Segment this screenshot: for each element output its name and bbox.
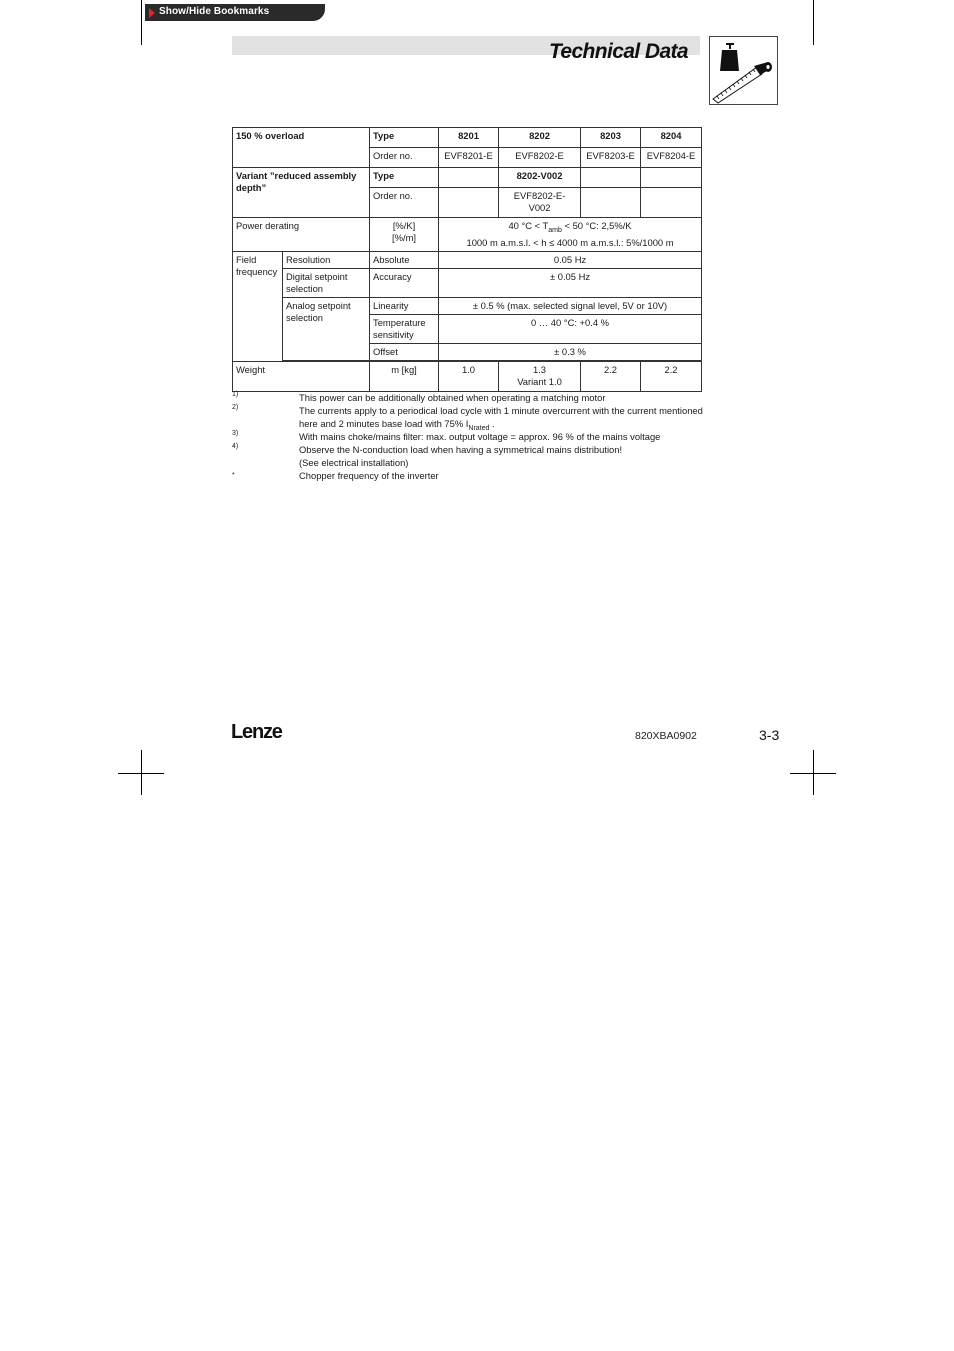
order-8204: EVF8204-E [641, 148, 702, 168]
overload-label: 150 % overload [233, 128, 370, 168]
linearity-label: Linearity [370, 297, 439, 314]
footnote-mark: * [232, 472, 235, 479]
crop-mark [813, 0, 814, 45]
field-frequency-label: Field frequency [233, 251, 283, 361]
variant-order-value: EVF8202-E- V002 [499, 188, 581, 218]
crop-mark [118, 773, 164, 774]
footnote-mark: 2) [232, 404, 239, 411]
offset-label: Offset [370, 343, 439, 360]
crop-mark [790, 773, 836, 774]
weight-8204: 2.2 [641, 361, 702, 391]
weight-label: Weight [233, 361, 370, 391]
weight-8201: 1.0 [439, 361, 499, 391]
weight-8202: 1.3 Variant 1.0 [499, 361, 581, 391]
variant-order-label: Order no. [370, 188, 439, 218]
measurement-icon [709, 36, 778, 105]
order-label: Order no. [370, 148, 439, 168]
variant-type-label: Type [370, 168, 439, 188]
footnote-mark: 3) [232, 430, 239, 437]
bookmarks-label: Show/Hide Bookmarks [159, 6, 270, 17]
weight-8203: 2.2 [581, 361, 641, 391]
footnote-mark: 4) [232, 443, 239, 450]
temperature-label: Temperature sensitivity [370, 314, 439, 343]
unit-percent-per-k: [%/K] [392, 220, 416, 231]
type-8201: 8201 [439, 128, 499, 148]
variant-order-empty [641, 188, 702, 218]
variant-type-empty [581, 168, 641, 188]
type-8203: 8203 [581, 128, 641, 148]
offset-value: ± 0.3 % [439, 343, 702, 360]
unit-percent-per-m: [%/m] [392, 232, 416, 243]
temperature-value: 0 … 40 °C: +0.4 % [439, 314, 702, 343]
order-8202: EVF8202-E [499, 148, 581, 168]
document-number: 820XBA0902 [635, 730, 697, 742]
accuracy-label: Accuracy [370, 268, 439, 297]
page-number: 3-3 [759, 727, 780, 743]
variant-type-empty [439, 168, 499, 188]
weight-unit: m [kg] [370, 361, 439, 391]
analog-setpoint-label: Analog setpoint selection [283, 297, 370, 360]
technical-data-table [232, 127, 702, 392]
type-8204: 8204 [641, 128, 702, 148]
variant-order-empty [581, 188, 641, 218]
footnote-text: This power can be additionally obtained when operating a matching motor [299, 392, 606, 403]
footnote-mark: 1) [232, 391, 239, 398]
footnote-text: Chopper frequency of the inverter [299, 470, 439, 481]
power-derating-label: Power derating [233, 218, 370, 252]
power-derating-value: 40 $^\circ C < T_{amb} < 50$ °C: 2,5%/K 1000 m a.m.s.l. < h ≤ 4000 m a.m.s.l.: 5%/1000 m [439, 218, 702, 252]
linearity-value: ± 0.5 % (max. selected signal level, 5V or 10V) [439, 297, 702, 314]
footnote-text: With mains choke/mains filter: max. output voltage = approx. 96 % of the mains voltage [299, 431, 661, 442]
variant-type-empty [641, 168, 702, 188]
power-derating-units [370, 218, 439, 252]
resolution-label: Resolution [283, 251, 370, 268]
weight-variant-note: Variant 1.0 [517, 375, 562, 387]
type-label: Type [370, 128, 439, 148]
order-8201: EVF8201-E [439, 148, 499, 168]
digital-setpoint-label: Digital setpoint selection [283, 268, 370, 297]
absolute-value: 0.05 Hz [439, 251, 702, 268]
variant-order-empty [439, 188, 499, 218]
variant-label: Variant ”reduced assembly depth” [233, 168, 370, 218]
lenze-logo: Lenze [231, 721, 282, 743]
show-hide-bookmarks-button[interactable] [145, 4, 325, 21]
variant-type-value: 8202-V002 [499, 168, 581, 188]
page-title: Technical Data [548, 40, 688, 63]
crop-mark [141, 0, 142, 45]
footnote-text: The currents apply to a periodical load cycle with 1 minute overcurrent with the current mentioned here and 2 minutes base load with 75% $I_{Nrated}$ . [299, 405, 703, 432]
order-8203: EVF8203-E [581, 148, 641, 168]
accuracy-value: ± 0.05 Hz [439, 268, 702, 297]
triangle-right-icon [149, 8, 155, 18]
absolute-label: Absolute [370, 251, 439, 268]
type-8202: 8202 [499, 128, 581, 148]
footnote-text: Observe the N-conduction load when having a symmetrical mains distribution! (See electrical installation) [299, 444, 623, 468]
